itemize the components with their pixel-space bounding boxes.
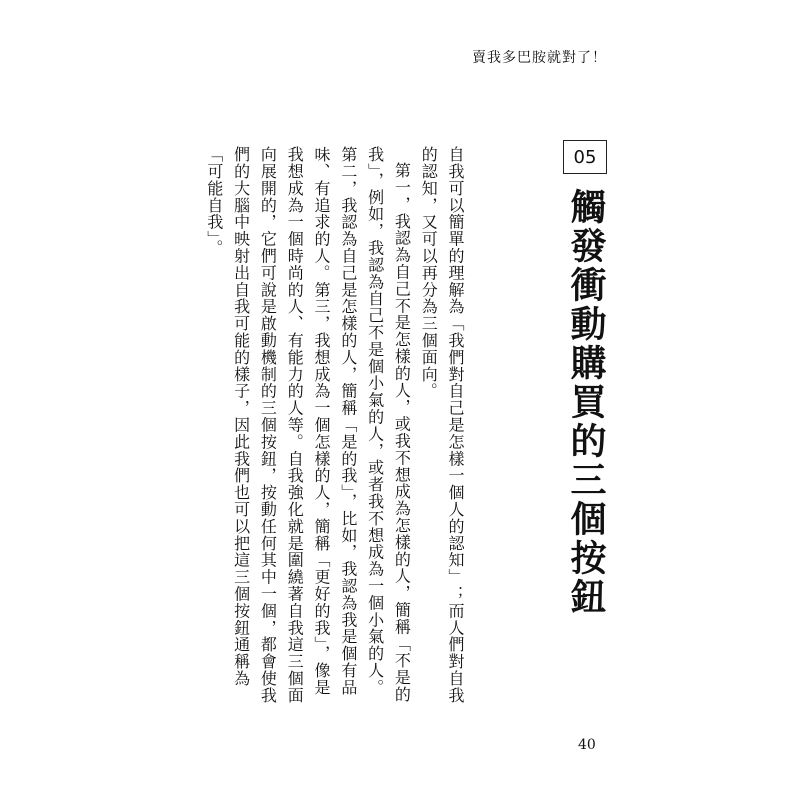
chapter-number-box: 05 xyxy=(563,140,607,174)
paragraph: 第一，我認為自己不是怎樣的人，或我不想成為怎樣的人，簡稱「不是的我」，例如，我認為自己不是個小氣的人，或者我不想成為一個小氣的人。第二，我認為自己是怎樣的人，簡稱「是的我」，比如，我認為我是個有品味、有追求的人。第三，我想成為一個怎樣的人，簡稱「更好的我」，像是我想成為一個時尚的人、有能力的人等。自我強化就是圍繞著自我這三個面向展開的，它們可說是啟動機制的三個按鈕，按動任何其中一個，都會使我們的大腦中映射出自我可能的樣子，因此我們也可以把這三個按鈕通稱為「可能自我」。 xyxy=(204,146,412,704)
chapter-heading xyxy=(563,140,607,617)
paragraph: 自我可以簡單的理解為「我們對自己是怎樣一個人的認知」；而人們對自我的認知，又可以再分為三個面向。 xyxy=(419,146,465,704)
page-number: 40 xyxy=(578,737,596,753)
running-header: 賣我多巴胺就對了！ xyxy=(472,50,607,66)
body-text xyxy=(200,146,468,706)
chapter-title: 觸發衝動購買的三個按鈕 xyxy=(565,188,606,617)
